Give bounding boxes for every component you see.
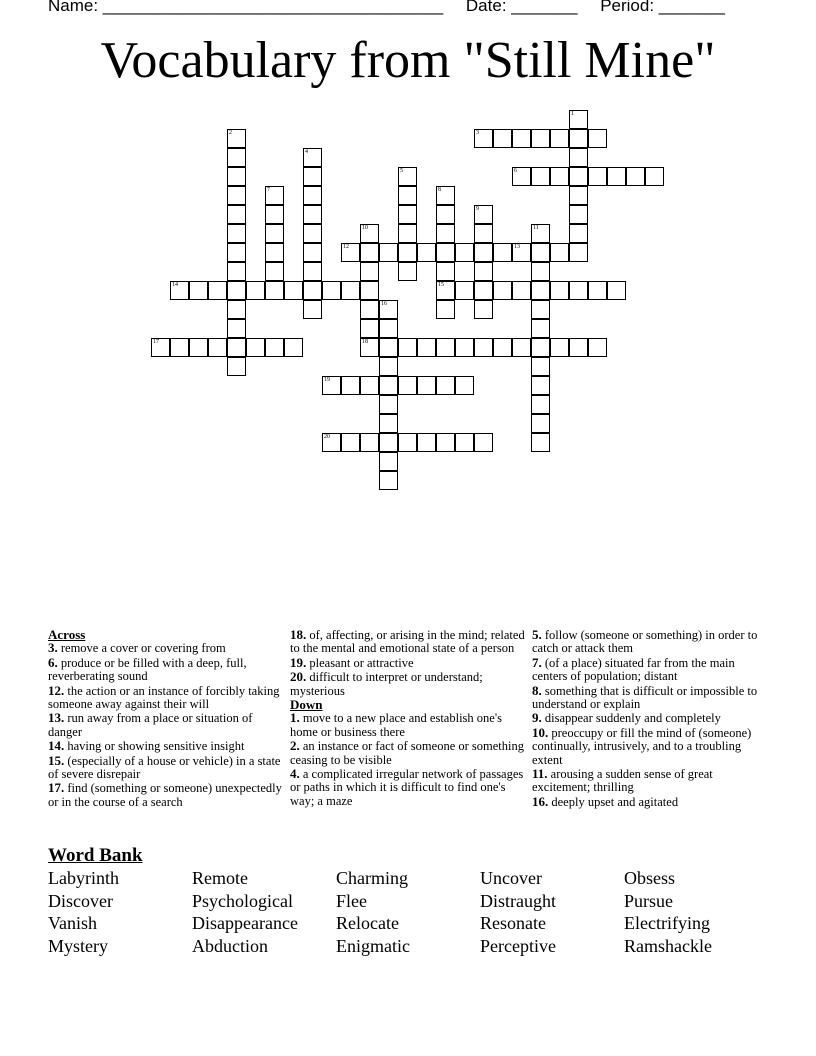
word-bank-item: Distraught xyxy=(480,890,556,911)
crossword-cell[interactable] xyxy=(227,243,246,262)
crossword-cell[interactable] xyxy=(436,262,455,281)
crossword-cell[interactable] xyxy=(360,338,379,357)
crossword-cell[interactable] xyxy=(227,148,246,167)
word-bank-item: Abduction xyxy=(192,935,268,956)
clue-number: 17 xyxy=(153,339,159,345)
across-heading: Across xyxy=(48,627,86,642)
crossword-cell[interactable] xyxy=(227,357,246,376)
clue-number: 9 xyxy=(476,206,479,212)
crossword-cell[interactable] xyxy=(531,167,550,186)
crossword-cell[interactable] xyxy=(531,414,550,433)
across-clue-15: 15. (especially of a house or vehicle) in a state of severe disrepair xyxy=(48,752,281,782)
crossword-cell[interactable] xyxy=(493,243,512,262)
crossword-cell[interactable] xyxy=(170,338,189,357)
page-title: Vocabulary from "Still Mine" xyxy=(100,32,716,89)
crossword-cell[interactable] xyxy=(341,243,360,262)
crossword-cell[interactable] xyxy=(265,186,284,205)
crossword-cell[interactable] xyxy=(265,281,284,300)
across-clue-20: 20. difficult to interpret or understand; mysterious xyxy=(290,669,483,698)
crossword-cell[interactable] xyxy=(474,129,493,148)
crossword-cell[interactable] xyxy=(208,281,227,300)
crossword-cell[interactable] xyxy=(360,319,379,338)
crossword-cell[interactable] xyxy=(569,186,588,205)
crossword-cell[interactable] xyxy=(303,262,322,281)
crossword-cell[interactable] xyxy=(360,433,379,452)
crossword-cell[interactable] xyxy=(227,262,246,281)
clue-number: 11 xyxy=(533,225,539,231)
crossword-cell[interactable] xyxy=(531,338,550,357)
crossword-cell[interactable] xyxy=(303,205,322,224)
period-field-label: Period: _______ xyxy=(600,0,725,15)
crossword-cell[interactable] xyxy=(569,281,588,300)
crossword-cell[interactable] xyxy=(379,319,398,338)
word-bank-item: Remote xyxy=(192,868,248,888)
crossword-cell[interactable] xyxy=(550,243,569,262)
crossword-cell[interactable] xyxy=(265,224,284,243)
crossword-cell[interactable] xyxy=(360,243,379,262)
word-bank-item: Mystery xyxy=(48,935,108,956)
crossword-cell[interactable] xyxy=(588,281,607,300)
crossword-cell[interactable] xyxy=(379,433,398,452)
crossword-cell[interactable] xyxy=(227,319,246,338)
crossword-cell[interactable] xyxy=(588,167,607,186)
word-bank-item: Ramshackle xyxy=(624,935,712,956)
crossword-cell[interactable] xyxy=(474,224,493,243)
clue-number: 14 xyxy=(172,282,178,288)
clue-number: 15 xyxy=(438,282,444,288)
crossword-cell[interactable] xyxy=(436,338,455,357)
crossword-cell[interactable] xyxy=(569,129,588,148)
crossword-cell[interactable] xyxy=(607,281,626,300)
crossword-cell[interactable] xyxy=(265,205,284,224)
word-bank-item: Psychological xyxy=(192,890,293,911)
crossword-cell[interactable] xyxy=(208,338,227,357)
crossword-cell[interactable] xyxy=(398,224,417,243)
down-clue-11: 11. arousing a sudden sense of great excitement; thrilling xyxy=(532,766,713,795)
crossword-grid xyxy=(0,0,816,520)
crossword-cell[interactable] xyxy=(227,186,246,205)
crossword-cell[interactable] xyxy=(531,224,550,243)
clue-number: 8 xyxy=(438,187,441,193)
crossword-cell[interactable] xyxy=(550,167,569,186)
crossword-cell[interactable] xyxy=(303,224,322,243)
word-bank-item: Labyrinth xyxy=(48,868,119,888)
across-clue-3: 3. remove a cover or covering from xyxy=(48,640,226,656)
crossword-cell[interactable] xyxy=(398,376,417,395)
crossword-cell[interactable] xyxy=(360,262,379,281)
clue-number: 2 xyxy=(229,130,232,136)
crossword-cell[interactable] xyxy=(360,281,379,300)
down-clue-10: 10. preoccupy or fill the mind of (someone) continually, intrusively, and to a troubling extent xyxy=(532,724,752,767)
crossword-cell[interactable] xyxy=(398,433,417,452)
word-bank-item: Pursue xyxy=(624,890,673,911)
down-clue-1: 1. move to a new place and establish one's home or business there xyxy=(290,710,502,739)
word-bank-item: Obsess xyxy=(624,868,676,888)
crossword-cell[interactable] xyxy=(512,338,531,357)
crossword-cell[interactable] xyxy=(170,281,189,300)
down-clue-5: 5. follow (someone or something) in order to catch or attack them xyxy=(532,627,758,656)
word-bank-item: Enigmatic xyxy=(336,935,410,956)
word-bank-item: Discover xyxy=(48,890,113,911)
crossword-cell[interactable] xyxy=(455,376,474,395)
crossword-cell[interactable] xyxy=(284,338,303,357)
crossword-cell[interactable] xyxy=(569,205,588,224)
crossword-cell[interactable] xyxy=(379,395,398,414)
crossword-cell[interactable] xyxy=(436,205,455,224)
crossword-cell[interactable] xyxy=(398,167,417,186)
crossword-cell[interactable] xyxy=(227,300,246,319)
crossword-cell[interactable] xyxy=(550,338,569,357)
clue-number: 3 xyxy=(476,130,479,136)
crossword-cell[interactable] xyxy=(265,262,284,281)
crossword-cell[interactable] xyxy=(379,414,398,433)
crossword-cell[interactable] xyxy=(531,395,550,414)
clue-number: 6 xyxy=(514,168,517,174)
crossword-cell[interactable] xyxy=(379,357,398,376)
crossword-cell[interactable] xyxy=(379,471,398,490)
down-clue-9: 9. disappear suddenly and completely xyxy=(532,710,721,726)
down-clue-2: 2. an instance or fact of someone or something ceasing to be visible xyxy=(290,738,524,767)
crossword-cell[interactable] xyxy=(303,148,322,167)
crossword-cell[interactable] xyxy=(379,243,398,262)
crossword-cell[interactable] xyxy=(151,338,170,357)
crossword-cell[interactable] xyxy=(550,281,569,300)
crossword-cell[interactable] xyxy=(512,167,531,186)
across-clue-19: 19. pleasant or attractive xyxy=(290,654,414,670)
crossword-cell[interactable] xyxy=(379,452,398,471)
crossword-cell[interactable] xyxy=(398,243,417,262)
clue-number: 1 xyxy=(571,111,574,117)
crossword-cell[interactable] xyxy=(398,186,417,205)
clue-number: 7 xyxy=(267,187,270,193)
crossword-cell[interactable] xyxy=(493,281,512,300)
crossword-cell[interactable] xyxy=(436,281,455,300)
crossword-cell[interactable] xyxy=(531,262,550,281)
crossword-cell[interactable] xyxy=(569,148,588,167)
clue-number: 12 xyxy=(343,244,349,250)
crossword-cell[interactable] xyxy=(436,376,455,395)
down-clue-4: 4. a complicated irregular network of passages or paths in which it is difficult to find one's way; a maze xyxy=(290,766,524,808)
crossword-cell[interactable] xyxy=(531,243,550,262)
crossword-cell[interactable] xyxy=(341,376,360,395)
word-bank-item: Uncover xyxy=(480,868,542,888)
crossword-cell[interactable] xyxy=(436,186,455,205)
crossword-cell[interactable] xyxy=(436,433,455,452)
clue-number: 13 xyxy=(514,244,520,250)
crossword-cell[interactable] xyxy=(227,205,246,224)
crossword-cell[interactable] xyxy=(474,205,493,224)
crossword-cell[interactable] xyxy=(303,186,322,205)
crossword-cell[interactable] xyxy=(379,376,398,395)
crossword-cell[interactable] xyxy=(379,300,398,319)
crossword-cell[interactable] xyxy=(474,433,493,452)
down-clue-16: 16. deeply upset and agitated xyxy=(532,793,679,809)
crossword-cell[interactable] xyxy=(379,338,398,357)
across-clue-12: 12. the action or an instance of forcibly taking someone away against their will xyxy=(48,682,280,712)
clue-number: 5 xyxy=(400,168,403,174)
crossword-cell[interactable] xyxy=(360,376,379,395)
crossword-cell[interactable] xyxy=(474,338,493,357)
clues-column-2 xyxy=(290,628,526,808)
across-clue-13: 13. run away from a place or situation of danger xyxy=(48,710,253,739)
crossword-cell[interactable] xyxy=(322,376,341,395)
across-clue-6: 6. produce or be filled with a deep, full, reverberating sound xyxy=(48,654,247,684)
crossword-cell[interactable] xyxy=(322,281,341,300)
word-bank-item: Flee xyxy=(336,890,367,911)
crossword-cell[interactable] xyxy=(417,376,436,395)
clues-column-1 xyxy=(48,628,284,809)
word-bank-title: Word Bank xyxy=(48,845,143,866)
clue-number: 20 xyxy=(324,434,330,440)
crossword-cell[interactable] xyxy=(341,281,360,300)
down-heading: Down xyxy=(290,697,323,713)
crossword-cell[interactable] xyxy=(512,129,531,148)
crossword-cell[interactable] xyxy=(303,167,322,186)
crossword-cell[interactable] xyxy=(227,167,246,186)
crossword-cell[interactable] xyxy=(569,110,588,129)
crossword-cell[interactable] xyxy=(569,243,588,262)
down-clue-7: 7. (of a place) situated far from the main centers of population; distant xyxy=(532,654,735,684)
crossword-cell[interactable] xyxy=(474,243,493,262)
word-bank-item: Relocate xyxy=(336,913,399,934)
crossword-cell[interactable] xyxy=(569,338,588,357)
down-clue-8: 8. something that is difficult or impossible to understand or explain xyxy=(532,682,758,712)
crossword-cell[interactable] xyxy=(417,433,436,452)
crossword-cell[interactable] xyxy=(569,167,588,186)
crossword-cell[interactable] xyxy=(493,338,512,357)
crossword-cell[interactable] xyxy=(417,338,436,357)
crossword-cell[interactable] xyxy=(531,376,550,395)
crossword-cell[interactable] xyxy=(569,224,588,243)
crossword-cell[interactable] xyxy=(227,224,246,243)
crossword-cell[interactable] xyxy=(493,129,512,148)
crossword-cell[interactable] xyxy=(626,167,645,186)
crossword-cell[interactable] xyxy=(531,319,550,338)
clue-number: 18 xyxy=(362,339,368,345)
word-bank xyxy=(48,867,768,957)
crossword-cell[interactable] xyxy=(588,129,607,148)
crossword-cell[interactable] xyxy=(645,167,664,186)
clue-number: 16 xyxy=(381,301,387,307)
crossword-cell[interactable] xyxy=(341,433,360,452)
crossword-cell[interactable] xyxy=(303,243,322,262)
crossword-cell[interactable] xyxy=(474,262,493,281)
crossword-cell[interactable] xyxy=(227,281,246,300)
name-field-label: Name: ____________________________________ xyxy=(48,0,444,15)
word-bank-item: Vanish xyxy=(48,913,97,934)
crossword-cell[interactable] xyxy=(398,205,417,224)
crossword-cell[interactable] xyxy=(455,281,474,300)
crossword-cell[interactable] xyxy=(303,300,322,319)
crossword-cell[interactable] xyxy=(455,243,474,262)
clue-number: 4 xyxy=(305,149,308,155)
crossword-cell[interactable] xyxy=(455,338,474,357)
crossword-cell[interactable] xyxy=(303,281,322,300)
word-bank-item: Disappearance xyxy=(192,913,298,934)
crossword-cell[interactable] xyxy=(265,243,284,262)
crossword-cell[interactable] xyxy=(436,243,455,262)
crossword-cell[interactable] xyxy=(189,281,208,300)
word-bank-item: Resonate xyxy=(480,913,546,934)
crossword-cell[interactable] xyxy=(360,300,379,319)
crossword-cell[interactable] xyxy=(436,224,455,243)
crossword-cell[interactable] xyxy=(531,281,550,300)
crossword-cell[interactable] xyxy=(322,433,341,452)
date-field-label: Date: _______ xyxy=(465,0,578,15)
crossword-cell[interactable] xyxy=(436,300,455,319)
clue-number: 10 xyxy=(362,225,368,231)
crossword-cell[interactable] xyxy=(265,338,284,357)
crossword-cell[interactable] xyxy=(531,357,550,376)
crossword-cell[interactable] xyxy=(455,433,474,452)
word-bank-item: Charming xyxy=(336,868,408,888)
crossword-cell[interactable] xyxy=(227,129,246,148)
across-clue-18: 18. of, affecting, or arising in the mind; related to the mental and emotional state of a person xyxy=(290,627,525,656)
crossword-cell[interactable] xyxy=(550,129,569,148)
word-bank-item: Electrifying xyxy=(624,913,710,934)
crossword-cell[interactable] xyxy=(607,167,626,186)
crossword-cell[interactable] xyxy=(531,300,550,319)
across-clue-14: 14. having or showing sensitive insight xyxy=(48,738,245,754)
crossword-cell[interactable] xyxy=(246,281,265,300)
clue-number: 19 xyxy=(324,377,330,383)
crossword-cell[interactable] xyxy=(474,300,493,319)
crossword-cell[interactable] xyxy=(512,243,531,262)
crossword-cell[interactable] xyxy=(588,338,607,357)
crossword-cell[interactable] xyxy=(474,281,493,300)
crossword-cell[interactable] xyxy=(360,224,379,243)
crossword-cell[interactable] xyxy=(398,338,417,357)
crossword-cell[interactable] xyxy=(189,338,208,357)
crossword-cell[interactable] xyxy=(512,281,531,300)
clues-column-3 xyxy=(532,628,768,809)
crossword-cell[interactable] xyxy=(531,433,550,452)
crossword-cell[interactable] xyxy=(531,129,550,148)
crossword-cell[interactable] xyxy=(417,243,436,262)
across-clue-17: 17. find (something or someone) unexpectedly or in the course of a search xyxy=(48,780,282,809)
crossword-cell[interactable] xyxy=(227,338,246,357)
crossword-cell[interactable] xyxy=(246,338,265,357)
word-bank-item: Perceptive xyxy=(480,935,556,956)
crossword-cell[interactable] xyxy=(284,281,303,300)
crossword-cell[interactable] xyxy=(398,262,417,281)
